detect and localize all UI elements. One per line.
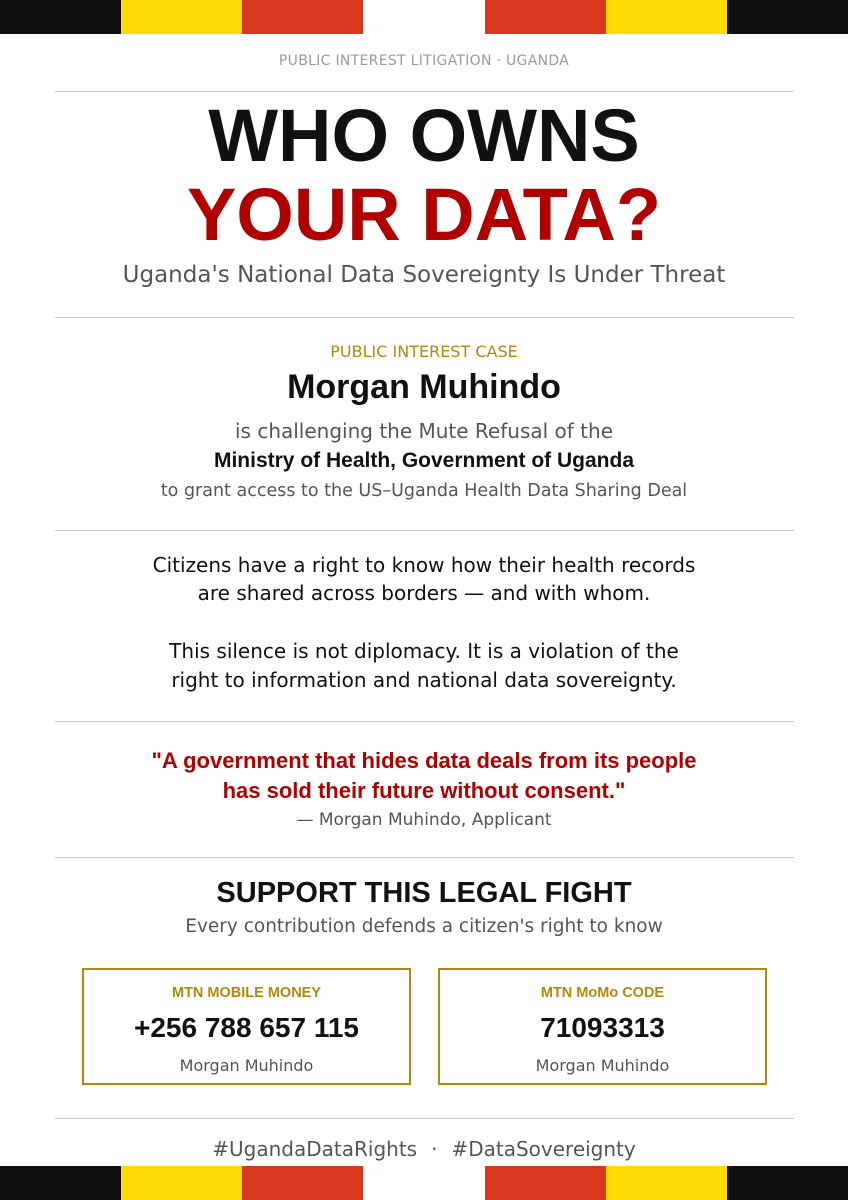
applicant-name: Morgan Muhindo	[287, 368, 561, 406]
statement-text: right to information and national data sovereignty.	[171, 668, 677, 692]
hashtag-separator: ·	[431, 1137, 438, 1161]
flag-stripe-top	[0, 0, 848, 34]
flag-stripe-segment	[0, 0, 121, 34]
headline-line-1: WHO OWNS	[208, 94, 640, 177]
payment-label: MTN MoMo CODE	[540, 985, 665, 1001]
payment-number: +256 788 657 115	[133, 1012, 359, 1043]
flag-stripe-segment	[606, 1166, 727, 1200]
divider	[55, 1118, 794, 1119]
case-label: PUBLIC INTEREST CASE	[330, 342, 518, 361]
page-subtitle: Uganda's National Data Sovereignty Is Under Threat	[122, 262, 726, 288]
flag-stripe-segment	[121, 0, 242, 34]
divider	[55, 857, 794, 858]
hashtag-uganda-data-rights: #UgandaDataRights	[212, 1137, 418, 1161]
case-description-line: to grant access to the US–Uganda Health Data Sharing Deal	[160, 481, 688, 501]
payment-card-mobile-money	[82, 968, 411, 1085]
flag-stripe-segment	[727, 1166, 848, 1200]
flag-stripe-bottom	[0, 1166, 848, 1200]
flag-stripe-segment	[363, 0, 484, 34]
headline-line-2: YOUR DATA?	[186, 173, 662, 256]
flag-stripe-segment	[485, 1166, 606, 1200]
payment-owner: Morgan Muhindo	[179, 1056, 314, 1075]
support-subtitle: Every contribution defends a citizen's right to know	[185, 916, 663, 937]
payment-card-momo-code	[438, 968, 767, 1085]
flag-stripe-segment	[0, 1166, 121, 1200]
payment-number: 71093313	[540, 1012, 665, 1043]
case-description-line: is challenging the Mute Refusal of the	[234, 419, 614, 443]
divider	[55, 721, 794, 722]
kicker-text: PUBLIC INTEREST LITIGATION · UGANDA	[278, 53, 570, 69]
divider	[55, 530, 794, 531]
flag-stripe-segment	[363, 1166, 484, 1200]
respondent-name: Ministry of Health, Government of Uganda	[213, 449, 635, 472]
hashtags	[0, 1137, 848, 1161]
payment-label: MTN MOBILE MONEY	[171, 985, 322, 1001]
divider	[55, 91, 794, 92]
flag-stripe-segment	[121, 1166, 242, 1200]
divider	[55, 317, 794, 318]
flag-stripe-segment	[727, 0, 848, 34]
flag-stripe-segment	[485, 0, 606, 34]
flag-stripe-segment	[242, 0, 363, 34]
quote-attribution: — Morgan Muhindo, Applicant	[296, 810, 552, 830]
flag-stripe-segment	[606, 0, 727, 34]
hashtag-data-sovereignty: #DataSovereignty	[451, 1137, 636, 1161]
flag-stripe-segment	[242, 1166, 363, 1200]
statement-text: are shared across borders — and with whom.	[197, 581, 651, 605]
statement-text: This silence is not diplomacy. It is a violation of the	[169, 639, 679, 663]
quote-text: has sold their future without consent."	[222, 778, 626, 803]
statement-text: Citizens have a right to know how their health records	[152, 553, 696, 577]
support-title: SUPPORT THIS LEGAL FIGHT	[216, 877, 632, 909]
payment-owner: Morgan Muhindo	[535, 1056, 670, 1075]
quote-text: "A government that hides data deals from its people	[151, 748, 697, 773]
